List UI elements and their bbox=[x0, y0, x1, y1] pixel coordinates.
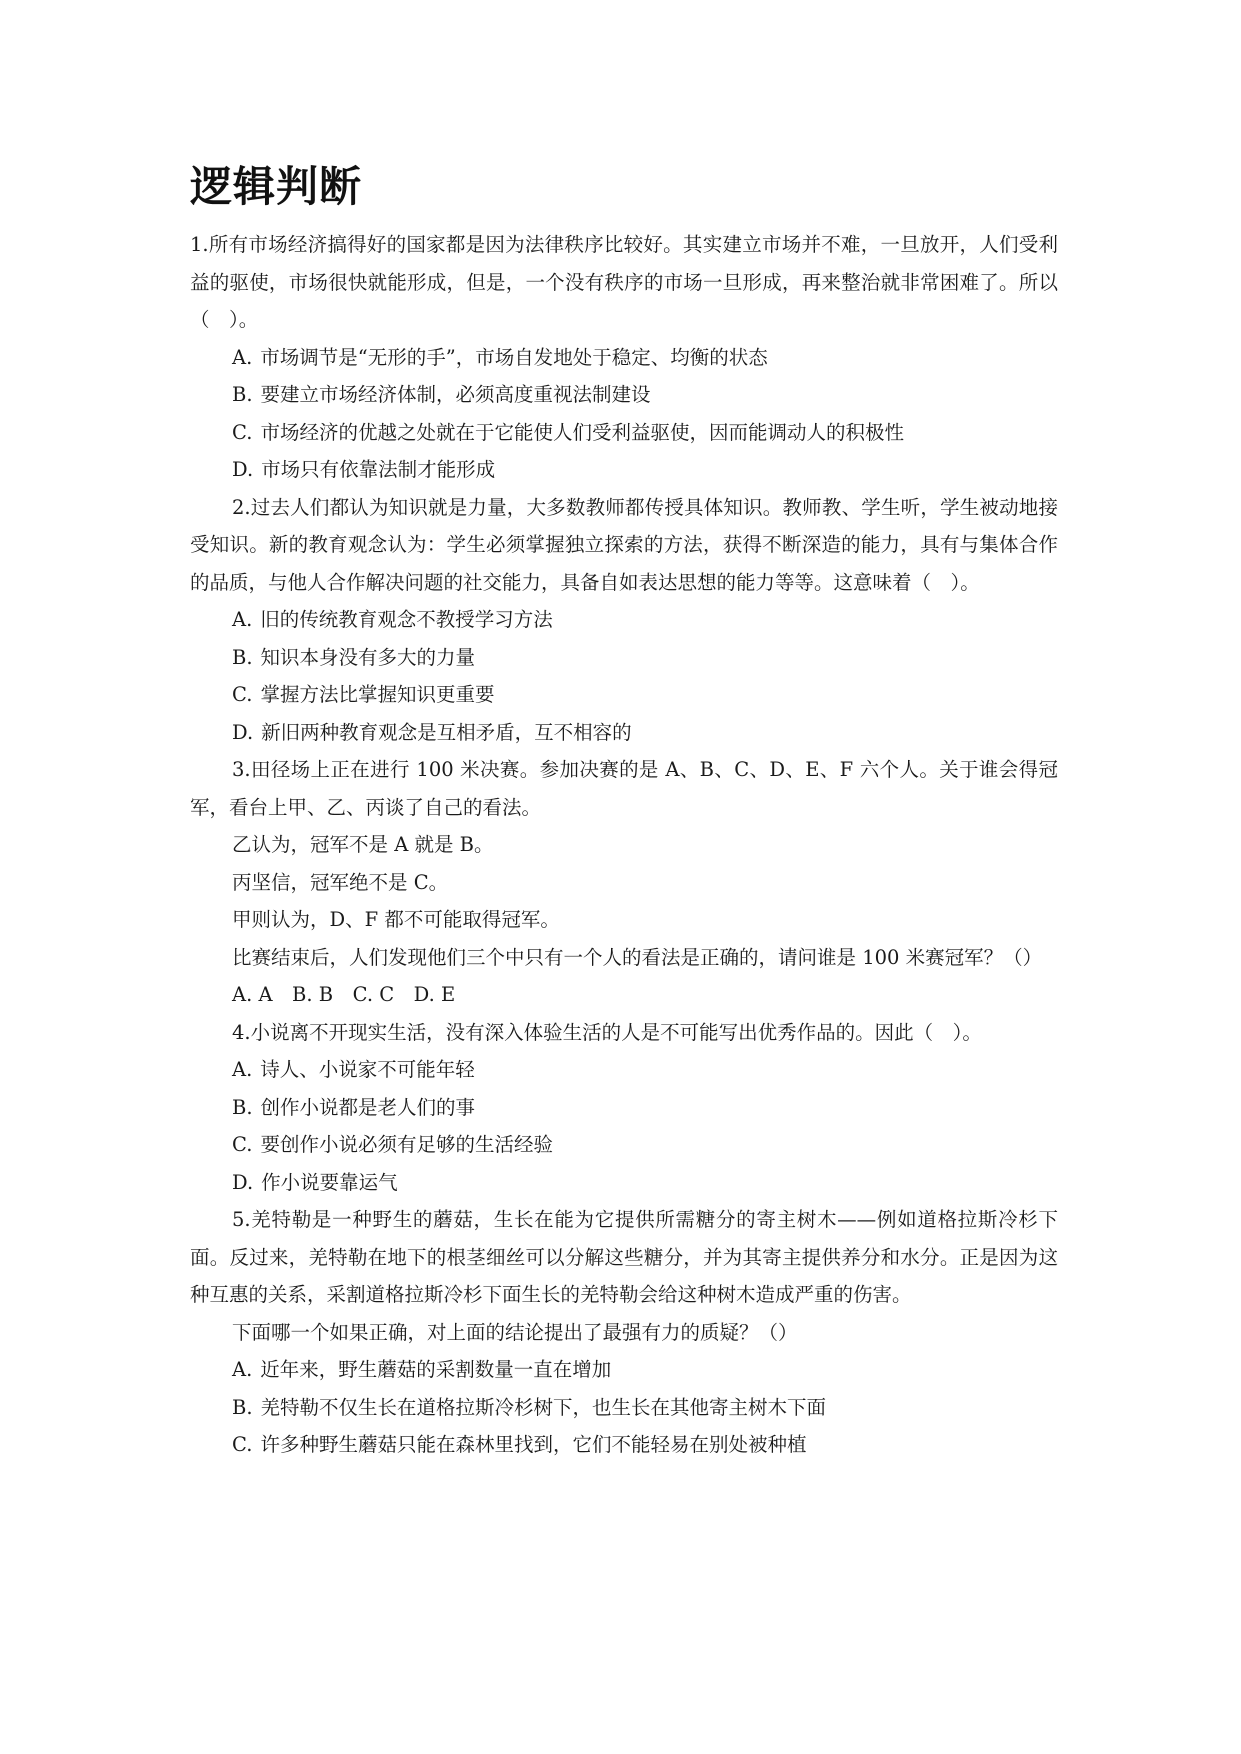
option-letter: C. bbox=[232, 420, 253, 444]
option-letter: D. bbox=[232, 458, 254, 481]
option-text: 掌握方法比掌握知识更重要 bbox=[260, 683, 495, 706]
option-text: 创作小说都是老人们的事 bbox=[260, 1095, 476, 1119]
option-text: 旧的传统教育观念不教授学习方法 bbox=[260, 608, 553, 631]
question-3-question: 比赛结束后，人们发现他们三个中只有一个人的看法是正确的，请问谁是 100 米赛冠军？（） bbox=[232, 945, 1043, 969]
question-2-option-d bbox=[190, 714, 1058, 752]
option-letter: D. bbox=[232, 1170, 254, 1194]
option-letter: A. bbox=[232, 1358, 253, 1381]
option-text: 诗人、小说家不可能年轻 bbox=[260, 1058, 475, 1081]
question-5-option-c bbox=[190, 1426, 1058, 1464]
question-2-option-b bbox=[190, 639, 1058, 677]
question-3-stem: 3.田径场上正在进行 100 米决赛。参加决赛的是 A、B、C、D、E、F 六个人。关于谁会得冠军，看台上甲、乙、丙谈了自己的看法。 bbox=[190, 758, 1058, 819]
option-text: 许多种野生蘑菇只能在森林里找到，它们不能轻易在别处被种植 bbox=[260, 1433, 807, 1456]
question-3-statement-jia: 甲则认为，D、F 都不可能取得冠军。 bbox=[232, 908, 560, 931]
question-5-option-b bbox=[190, 1389, 1058, 1427]
question-4-option-b bbox=[190, 1089, 1058, 1127]
question-1-option-d bbox=[190, 451, 1058, 489]
question-1-option-a bbox=[190, 339, 1058, 377]
option-text: 近年来，野生蘑菇的采割数量一直在增加 bbox=[260, 1358, 612, 1381]
option-text: 知识本身没有多大的力量 bbox=[260, 645, 476, 669]
question-4-option-d bbox=[190, 1164, 1058, 1202]
option-letter: A. bbox=[232, 345, 253, 369]
question-1-option-c bbox=[190, 414, 1058, 452]
question-3-statement-bing: 丙坚信，冠军绝不是 C。 bbox=[232, 870, 449, 894]
question-5-option-a bbox=[190, 1351, 1058, 1389]
option-letter: B. bbox=[232, 1095, 253, 1119]
option-letter: C. bbox=[232, 1433, 253, 1456]
question-4-option-c bbox=[190, 1126, 1058, 1164]
option-text: 市场调节是“无形的手”，市场自发地处于稳定、均衡的状态 bbox=[260, 345, 768, 369]
option-text: 市场只有依靠法制才能形成 bbox=[261, 458, 496, 481]
option-letter: B. bbox=[232, 645, 253, 669]
question-2-option-a bbox=[190, 601, 1058, 639]
page-title: 逻辑判断 bbox=[190, 162, 363, 211]
option-text: 要创作小说必须有足够的生活经验 bbox=[260, 1133, 553, 1156]
question-3-options: A. A B. B C. C D. E bbox=[232, 983, 456, 1006]
question-2-option-c bbox=[190, 676, 1058, 714]
question-4-stem: 4.小说离不开现实生活，没有深入体验生活的人是不可能写出优秀作品的。因此（ ）。 bbox=[232, 1020, 982, 1044]
option-letter: D. bbox=[232, 720, 254, 744]
question-1-option-b bbox=[190, 376, 1058, 414]
option-letter: C. bbox=[232, 1133, 253, 1156]
option-letter: B. bbox=[232, 383, 253, 406]
option-text: 新旧两种教育观念是互相矛盾，互不相容的 bbox=[261, 720, 632, 744]
option-text: 羌特勒不仅生长在道格拉斯冷杉树下，也生长在其他寄主树木下面 bbox=[260, 1395, 827, 1419]
option-text: 作小说要靠运气 bbox=[261, 1170, 398, 1194]
question-4-option-a bbox=[190, 1051, 1058, 1089]
option-letter: A. bbox=[232, 608, 253, 631]
question-2-stem: 2.过去人们都认为知识就是力量，大多数教师都传授具体知识。教师教、学生听，学生被动地接受知识。新的教育观念认为：学生必须掌握独立探索的方法，获得不断深造的能力，具有与集体合作的品质，与他人合作解决问题的社交能力，具备自如表达思想的能力等等。这意味着（ ）。 bbox=[190, 495, 1058, 594]
question-3-statement-yi: 乙认为，冠军不是 A 就是 B。 bbox=[232, 833, 494, 856]
option-text: 市场经济的优越之处就在于它能使人们受利益驱使，因而能调动人的积极性 bbox=[260, 420, 904, 444]
document-content bbox=[190, 160, 1058, 1464]
question-5-stem: 5.羌特勒是一种野生的蘑菇，生长在能为它提供所需糖分的寄主树木——例如道格拉斯冷杉下面。反过来，羌特勒在地下的根茎细丝可以分解这些糖分，并为其寄主提供养分和水分。正是因为这种互惠的关系，采割道格拉斯冷杉下面生长的羌特勒会给这种树木造成严重的伤害。 bbox=[190, 1208, 1058, 1306]
option-text: 要建立市场经济体制，必须高度重视法制建设 bbox=[260, 383, 651, 406]
question-5-question: 下面哪一个如果正确，对上面的结论提出了最强有力的质疑？（） bbox=[232, 1320, 798, 1344]
option-letter: B. bbox=[232, 1395, 253, 1419]
question-1-stem: 1.所有市场经济搞得好的国家都是因为法律秩序比较好。其实建立市场并不难，一旦放开，人们受利益的驱使，市场很快就能形成，但是，一个没有秩序的市场一旦形成，再来整治就非常困难了。所以（ ）。 bbox=[190, 233, 1058, 331]
option-letter: C. bbox=[232, 683, 253, 706]
option-letter: A. bbox=[232, 1058, 253, 1081]
